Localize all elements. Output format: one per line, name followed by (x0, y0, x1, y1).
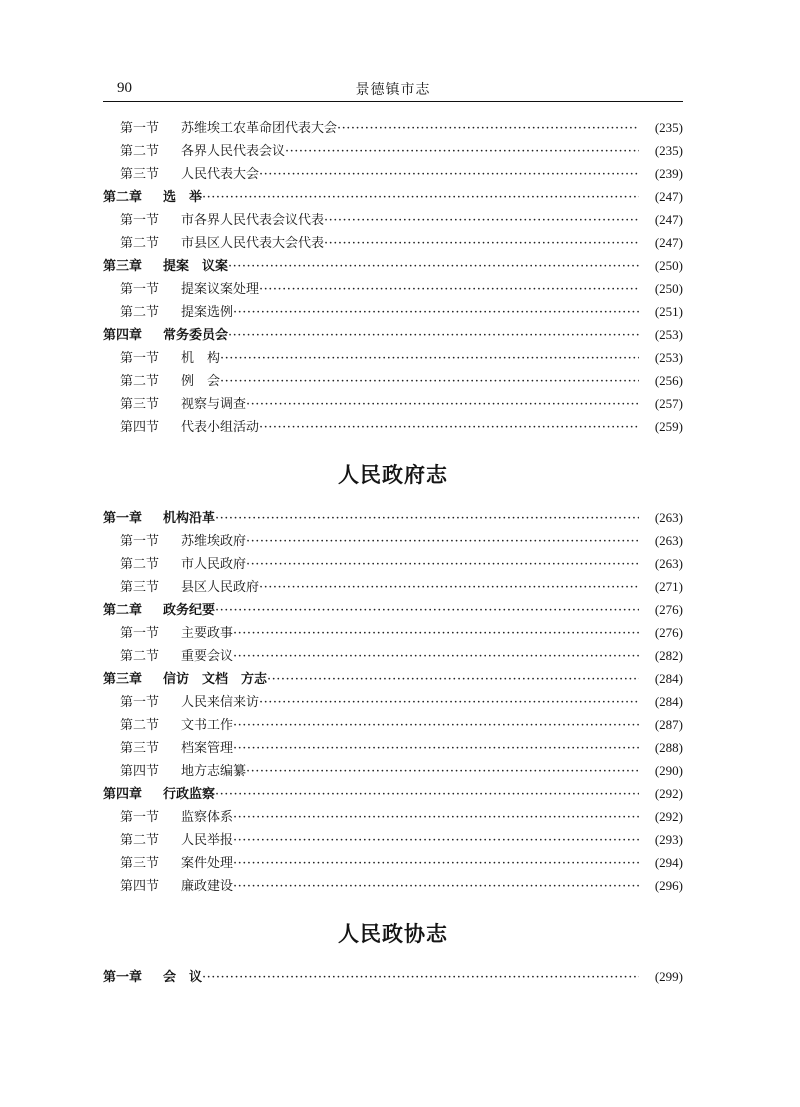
entry-number: 第一节 (120, 351, 160, 366)
entry-number: 第二节 (120, 236, 160, 251)
entry-page-number: (235) (654, 120, 683, 135)
entry-title: 行政监察 (163, 787, 216, 802)
entry-number: 第二节 (120, 374, 160, 389)
entry-number: 第二节 (120, 557, 160, 572)
toc-section-entry (103, 851, 683, 874)
entry-title: 代表小组活动 (181, 420, 260, 435)
entry-title: 主要政事 (181, 626, 234, 641)
entry-page-number: (294) (654, 855, 683, 870)
entry-title: 提案议案处理 (181, 282, 260, 297)
entry-page-number: (247) (654, 212, 683, 227)
dot-leader (246, 530, 639, 553)
dot-leader (324, 209, 639, 232)
toc-chapter-entry (103, 667, 683, 690)
dot-leader (228, 324, 639, 347)
toc-section-entry (103, 621, 683, 644)
page-number: 90 (117, 80, 132, 96)
entry-page-number: (247) (654, 189, 683, 204)
entry-number: 第二节 (120, 833, 160, 848)
entry-title: 地方志编纂 (181, 764, 247, 779)
toc-section-entry (103, 300, 683, 323)
entry-page-number: (235) (654, 143, 683, 158)
dot-leader (285, 140, 639, 163)
dot-leader (233, 645, 639, 668)
entry-page-number: (282) (654, 648, 683, 663)
toc-section-entry (103, 139, 683, 162)
entry-number: 第二章 (103, 190, 143, 205)
entry-title: 市县区人民代表大会代表 (181, 236, 325, 251)
entry-number: 第三章 (103, 259, 143, 274)
dot-leader (215, 599, 639, 622)
toc-section-entry (103, 644, 683, 667)
dot-leader (228, 255, 639, 278)
entry-title: 会 议 (163, 970, 203, 985)
part-heading-cppcc: 人民政协志 (338, 922, 448, 946)
toc-chapter-entry (103, 506, 683, 529)
entry-page-number: (263) (654, 533, 683, 548)
entry-number: 第四节 (120, 420, 160, 435)
entry-page-number: (253) (654, 350, 683, 365)
entry-page-number: (290) (654, 763, 683, 778)
toc-section-entry (103, 529, 683, 552)
entry-page-number: (284) (654, 694, 683, 709)
toc-list-cppcc (103, 965, 683, 988)
entry-page-number: (251) (654, 304, 683, 319)
dot-leader (259, 576, 639, 599)
dot-leader (202, 966, 639, 989)
entry-number: 第一节 (120, 213, 160, 228)
entry-title: 县区人民政府 (181, 580, 260, 595)
entry-page-number: (239) (654, 166, 683, 181)
entry-title: 苏维埃政府 (181, 534, 247, 549)
toc-section-entry (103, 690, 683, 713)
dot-leader (233, 806, 639, 829)
entry-number: 第二章 (103, 603, 143, 618)
entry-title: 各界人民代表会议 (181, 144, 286, 159)
entry-page-number: (257) (654, 396, 683, 411)
toc-list-people-congress (103, 116, 683, 438)
entry-page-number: (247) (654, 235, 683, 250)
entry-title: 信访 文档 方志 (163, 672, 268, 687)
dot-leader (233, 737, 639, 760)
toc-section-entry (103, 575, 683, 598)
toc-list-government (103, 506, 683, 897)
entry-number: 第四节 (120, 879, 160, 894)
entry-page-number: (250) (654, 258, 683, 273)
entry-page-number: (263) (654, 510, 683, 525)
entry-number: 第二节 (120, 305, 160, 320)
toc-chapter-entry (103, 323, 683, 346)
entry-number: 第三节 (120, 741, 160, 756)
entry-number: 第三节 (120, 167, 160, 182)
entry-page-number: (288) (654, 740, 683, 755)
entry-title: 选 举 (163, 190, 203, 205)
dot-leader (259, 278, 639, 301)
dot-leader (233, 875, 639, 898)
dot-leader (259, 691, 639, 714)
entry-title: 提案选例 (181, 305, 234, 320)
dot-leader (233, 301, 639, 324)
entry-number: 第一节 (120, 626, 160, 641)
dot-leader (246, 553, 639, 576)
dot-leader (220, 347, 639, 370)
toc-chapter-entry (103, 254, 683, 277)
entry-title: 苏维埃工农革命团代表大会 (181, 121, 338, 136)
entry-number: 第四节 (120, 764, 160, 779)
dot-leader (246, 393, 639, 416)
entry-page-number: (292) (654, 809, 683, 824)
toc-section-entry (103, 346, 683, 369)
entry-page-number: (276) (654, 602, 683, 617)
dot-leader (259, 416, 639, 439)
entry-page-number: (250) (654, 281, 683, 296)
dot-leader (267, 668, 639, 691)
entry-page-number: (259) (654, 419, 683, 434)
toc-chapter-entry (103, 782, 683, 805)
toc-section-entry (103, 208, 683, 231)
dot-leader (215, 783, 639, 806)
toc-section-entry (103, 392, 683, 415)
entry-title: 提案 议案 (163, 259, 229, 274)
entry-page-number: (256) (654, 373, 683, 388)
entry-title: 人民举报 (181, 833, 234, 848)
entry-page-number: (253) (654, 327, 683, 342)
entry-page-number: (276) (654, 625, 683, 640)
entry-page-number: (271) (654, 579, 683, 594)
dot-leader (259, 163, 639, 186)
running-title: 景德镇市志 (355, 82, 431, 98)
toc-section-entry (103, 369, 683, 392)
entry-page-number: (293) (654, 832, 683, 847)
header-rule (103, 101, 683, 102)
entry-page-number: (299) (654, 969, 683, 984)
toc-section-entry (103, 805, 683, 828)
dot-leader (215, 507, 639, 530)
dot-leader (246, 760, 639, 783)
dot-leader (233, 829, 639, 852)
entry-title: 文书工作 (181, 718, 234, 733)
entry-page-number: (284) (654, 671, 683, 686)
entry-number: 第一章 (103, 511, 143, 526)
entry-number: 第一节 (120, 810, 160, 825)
dot-leader (337, 117, 639, 140)
entry-number: 第二节 (120, 144, 160, 159)
entry-number: 第三节 (120, 397, 160, 412)
toc-chapter-entry (103, 965, 683, 988)
entry-title: 人民来信来访 (181, 695, 260, 710)
entry-number: 第三节 (120, 856, 160, 871)
entry-title: 人民代表大会 (181, 167, 260, 182)
dot-leader (233, 622, 639, 645)
dot-leader (233, 852, 639, 875)
entry-number: 第二节 (120, 649, 160, 664)
entry-page-number: (263) (654, 556, 683, 571)
entry-title: 政务纪要 (163, 603, 216, 618)
entry-title: 监察体系 (181, 810, 234, 825)
entry-title: 档案管理 (181, 741, 234, 756)
entry-number: 第一节 (120, 695, 160, 710)
dot-leader (233, 714, 639, 737)
entry-title: 重要会议 (181, 649, 234, 664)
entry-number: 第一节 (120, 121, 160, 136)
entry-title: 市人民政府 (181, 557, 247, 572)
toc-section-entry (103, 874, 683, 897)
toc-section-entry (103, 231, 683, 254)
entry-page-number: (296) (654, 878, 683, 893)
entry-number: 第一章 (103, 970, 143, 985)
entry-title: 市各界人民代表会议代表 (181, 213, 325, 228)
toc-section-entry (103, 116, 683, 139)
toc-section-entry (103, 736, 683, 759)
entry-number: 第四章 (103, 328, 143, 343)
toc-section-entry (103, 552, 683, 575)
entry-number: 第四章 (103, 787, 143, 802)
toc-section-entry (103, 277, 683, 300)
entry-title: 案件处理 (181, 856, 234, 871)
entry-title: 常务委员会 (163, 328, 229, 343)
entry-title: 廉政建设 (181, 879, 234, 894)
entry-title: 机构沿革 (163, 511, 216, 526)
toc-section-entry (103, 162, 683, 185)
toc-chapter-entry (103, 598, 683, 621)
entry-title: 例 会 (181, 374, 221, 389)
entry-page-number: (292) (654, 786, 683, 801)
entry-number: 第三节 (120, 580, 160, 595)
page-header (103, 70, 683, 102)
entry-page-number: (287) (654, 717, 683, 732)
toc-section-entry (103, 828, 683, 851)
toc-section-entry (103, 759, 683, 782)
entry-title: 视察与调查 (181, 397, 247, 412)
dot-leader (202, 186, 639, 209)
entry-number: 第一节 (120, 282, 160, 297)
toc-section-entry (103, 713, 683, 736)
entry-number: 第三章 (103, 672, 143, 687)
toc-section-entry (103, 415, 683, 438)
dot-leader (324, 232, 639, 255)
entry-number: 第一节 (120, 534, 160, 549)
dot-leader (220, 370, 639, 393)
toc-chapter-entry (103, 185, 683, 208)
part-heading-government: 人民政府志 (338, 463, 448, 487)
entry-title: 机 构 (181, 351, 221, 366)
entry-number: 第二节 (120, 718, 160, 733)
